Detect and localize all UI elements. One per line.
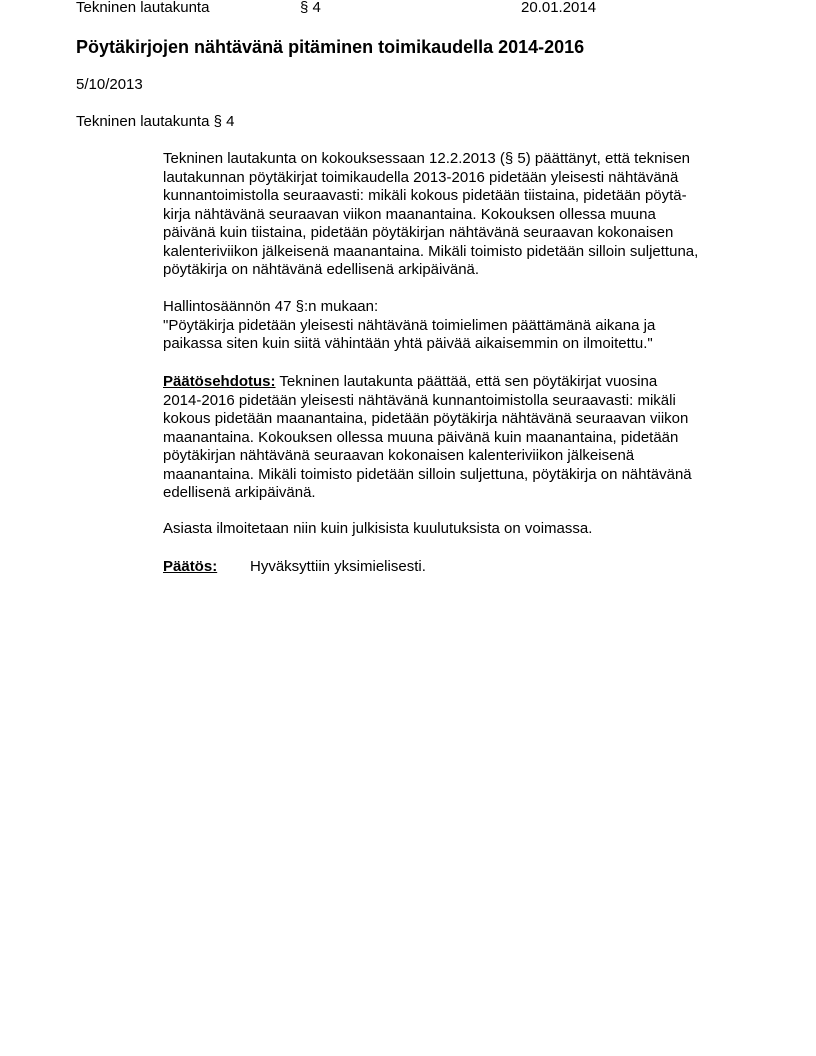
text-line: kalenteriviikon jälkeisenä maanantaina. Mikäli toimisto pidetään silloin suljettuna,	[163, 242, 699, 260]
text-line: kokous pidetään maanantaina, pidetään pöytäkirja nähtävänä seuraavan viikon	[163, 410, 689, 427]
decision-label: Päätös:	[163, 558, 218, 575]
header-date: 20.01.2014	[521, 0, 597, 16]
background-paragraph	[163, 150, 698, 280]
notice-paragraph: Asiasta ilmoitetaan niin kuin julkisista kuulutuksista on voimassa.	[163, 520, 593, 537]
header-section: § 4	[300, 0, 321, 16]
decision	[163, 558, 426, 577]
text-line: pöytäkirjan nähtävänä seuraavan kokonaisen kalenteriviikon jälkeisenä	[163, 447, 635, 464]
text-line: Tekninen lautakunta on kokouksessaan 12.2.2013 (§ 5) päättänyt, että teknisen	[163, 150, 691, 167]
text-line: maanantaina. Mikäli toimisto pidetään silloin suljettuna, pöytäkirja on nähtävänä	[163, 465, 692, 483]
text-line: Hallintosäännön 47 §:n mukaan:	[163, 298, 379, 315]
text-line: Tekninen lautakunta päättää, että sen pöytäkirjat vuosina	[275, 373, 658, 390]
document-title: Pöytäkirjojen nähtävänä pitäminen toimikaudella 2014-2016	[76, 37, 585, 57]
proposal-label: Päätösehdotus:	[163, 373, 276, 390]
text-line: paikassa siten kuin siitä vähintään yhtä päivää aikaisemmin on ilmoitettu."	[163, 335, 653, 352]
item-reference: Tekninen lautakunta § 4	[76, 113, 235, 130]
text-line: kirja nähtävänä seuraavan viikon maanantaina. Kokouksen ollessa muuna	[163, 205, 656, 223]
header-committee: Tekninen lautakunta	[76, 0, 210, 16]
text-line: kunnantoimistolla seuraavasti: mikäli kokous pidetään tiistaina, pidetään pöytä-	[163, 187, 687, 204]
text-line: pöytäkirja on nähtävänä edellisenä arkipäivänä.	[163, 261, 480, 278]
proposal-paragraph	[163, 373, 692, 503]
text-line: "Pöytäkirja pidetään yleisesti nähtävänä toimielimen päättämänä aikana ja	[163, 316, 656, 334]
text-line: lautakunnan pöytäkirjat toimikaudella 2013-2016 pidetään yleisesti nähtävänä	[163, 168, 679, 186]
text-line: päivänä kuin tiistaina, pidetään pöytäkirjan nähtävänä seuraavan kokonaisen	[163, 224, 674, 241]
text-line: 2014-2016 pidetään yleisesti nähtävänä kunnantoimistolla seuraavasti: mikäli	[163, 391, 676, 409]
decision-text: Hyväksyttiin yksimielisesti.	[250, 558, 426, 575]
regulation-paragraph	[163, 298, 655, 354]
text-line: edellisenä arkipäivänä.	[163, 484, 316, 501]
item-date: 5/10/2013	[76, 76, 143, 93]
text-line: maanantaina. Kokouksen ollessa muuna päivänä kuin maanantaina, pidetään	[163, 428, 679, 446]
